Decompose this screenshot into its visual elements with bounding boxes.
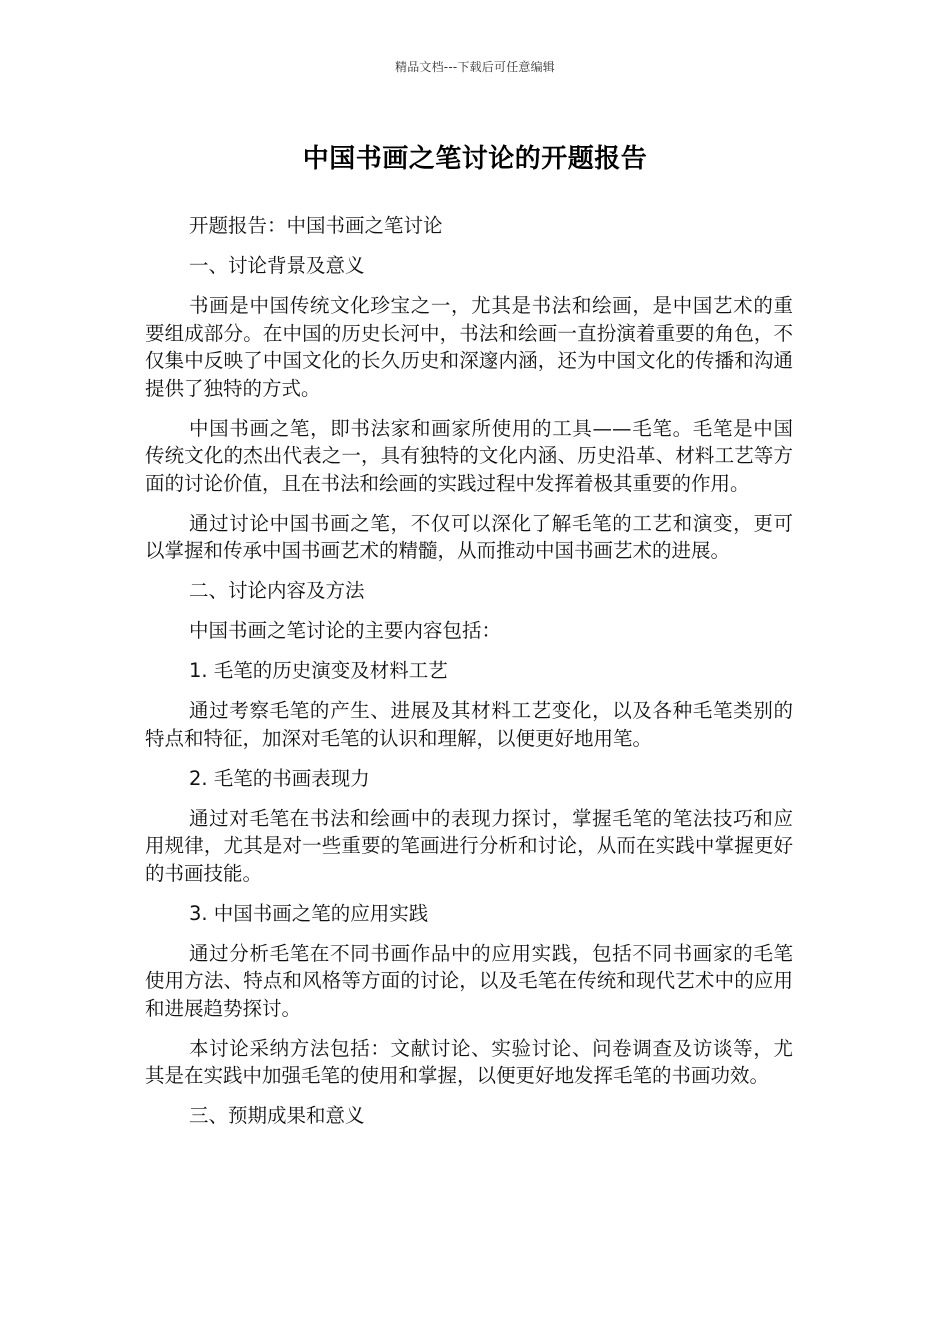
list-item-heading: 2. 毛笔的书画表现力 bbox=[189, 766, 370, 790]
body-paragraph: 通过分析毛笔在不同书画作品中的应用实践，包括不同书画家的毛笔使用方法、特点和风格等方面的讨论，以及毛笔在传统和现代艺术中的应用和进展趋势探讨。 bbox=[145, 941, 793, 1020]
body-paragraph: 通过考察毛笔的产生、进展及其材料工艺变化，以及各种毛笔类别的特点和特征，加深对毛笔的认识和理解，以便更好地用笔。 bbox=[145, 699, 793, 750]
list-item-heading: 3. 中国书画之笔的应用实践 bbox=[189, 901, 429, 925]
header-note: 精品文档---下载后可任意编辑 bbox=[395, 60, 555, 74]
body-paragraph: 通过讨论中国书画之笔，不仅可以深化了解毛笔的工艺和演变，更可以掌握和传承中国书画艺术的精髓，从而推动中国书画艺术的进展。 bbox=[145, 511, 793, 562]
report-label: 开题报告：中国书画之笔讨论 bbox=[189, 214, 443, 237]
document-body bbox=[145, 212, 793, 1142]
body-paragraph: 中国书画之笔讨论的主要内容包括： bbox=[189, 619, 502, 642]
body-paragraph: 中国书画之笔，即书法家和画家所使用的工具——毛笔。毛笔是中国传统文化的杰出代表之一，具有独特的文化内涵、历史沿革、材料工艺等方面的讨论价值，且在书法和绘画的实践过程中发挥着极其重要的作用。 bbox=[145, 416, 793, 495]
section-heading-background: 一、讨论背景及意义 bbox=[189, 254, 365, 277]
section-heading-content-methods: 二、讨论内容及方法 bbox=[189, 579, 365, 602]
body-paragraph: 本讨论采纳方法包括：文献讨论、实验讨论、问卷调查及访谈等，尤其是在实践中加强毛笔的使用和掌握，以便更好地发挥毛笔的书画功效。 bbox=[145, 1036, 793, 1087]
document-title: 中国书画之笔讨论的开题报告 bbox=[302, 144, 648, 174]
section-heading-outcomes: 三、预期成果和意义 bbox=[189, 1104, 365, 1127]
body-paragraph: 书画是中国传统文化珍宝之一，尤其是书法和绘画，是中国艺术的重要组成部分。在中国的历史长河中，书法和绘画一直扮演着重要的角色，不仅集中反映了中国文化的长久历史和深邃内涵，还为中国文化的传播和沟通提供了独特的方式。 bbox=[145, 294, 793, 400]
list-item-heading: 1. 毛笔的历史演变及材料工艺 bbox=[189, 659, 448, 682]
body-paragraph: 通过对毛笔在书法和绘画中的表现力探讨，掌握毛笔的笔法技巧和应用规律，尤其是对一些重要的笔画进行分析和讨论，从而在实践中掌握更好的书画技能。 bbox=[145, 806, 793, 885]
